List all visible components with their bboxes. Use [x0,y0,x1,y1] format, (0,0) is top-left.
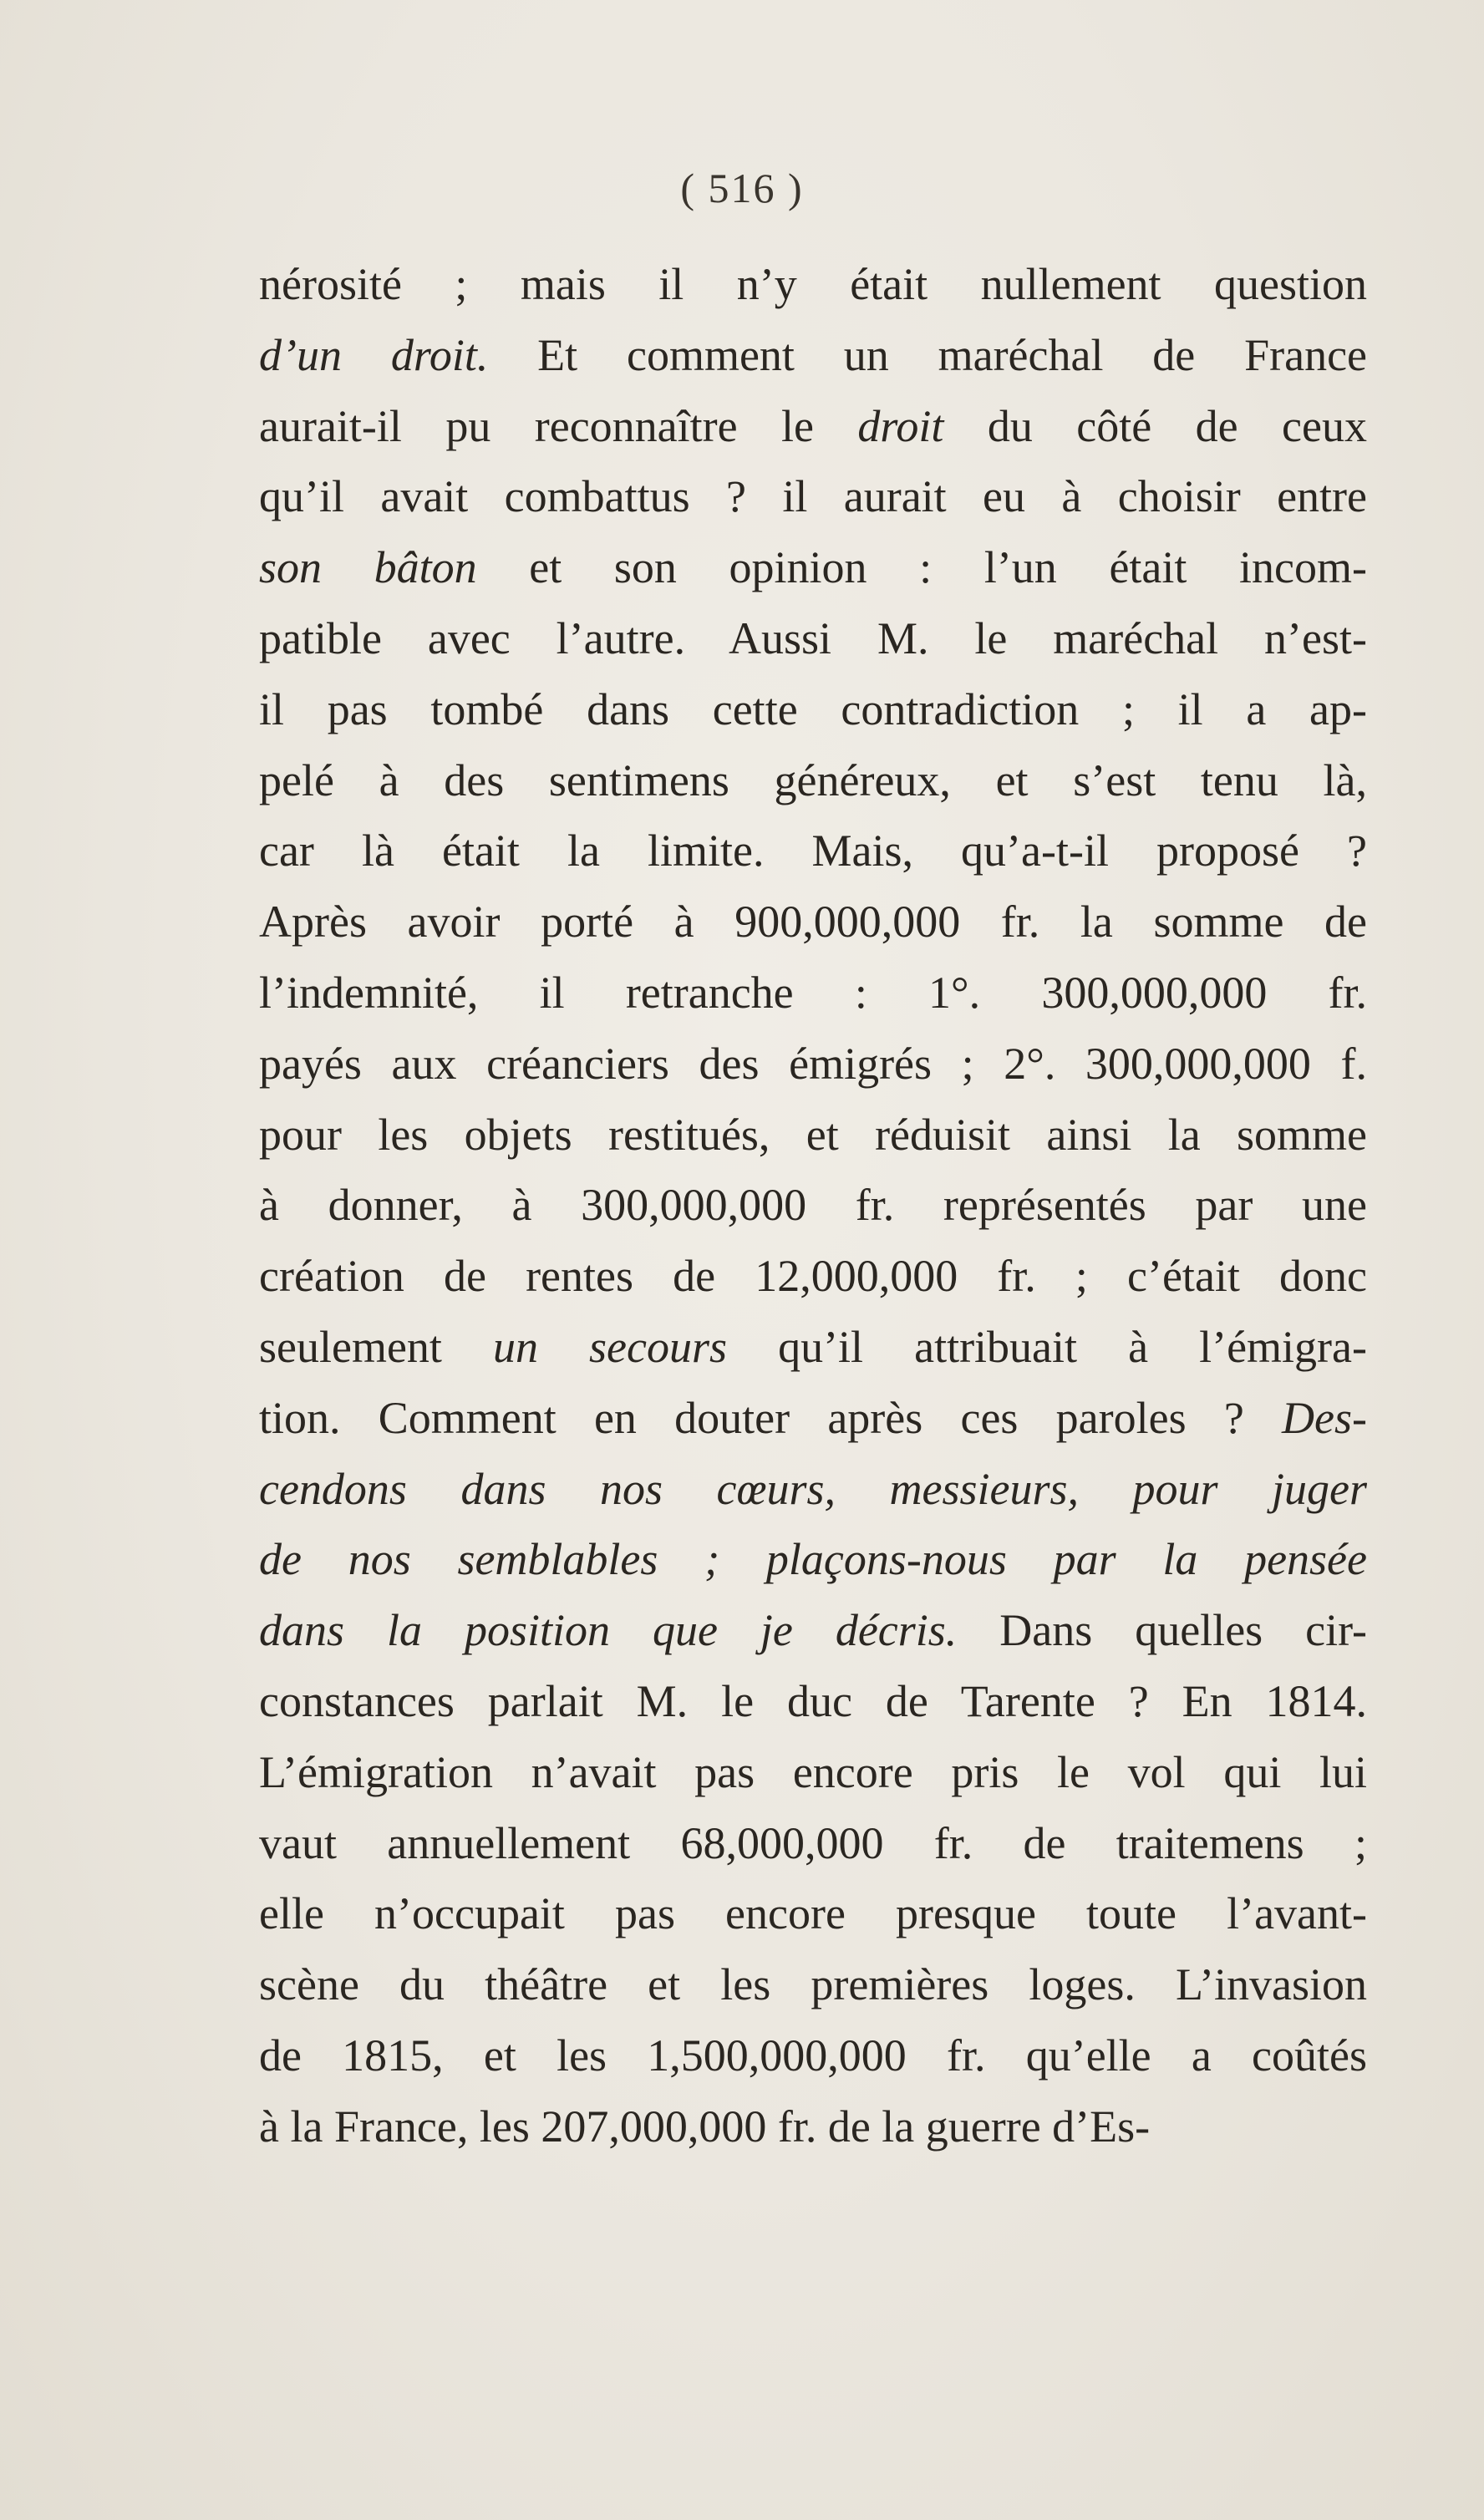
text-run: scène du théâtre et les premières loges. L’invasion [259,1959,1367,2010]
text-line [259,1666,1367,1737]
text-run: à la France, les 207,000,000 fr. de la guerre d’Es- [259,2101,1151,2152]
text-line [259,1524,1367,1595]
italic-text: un secours [492,1321,728,1372]
text-line [259,461,1367,532]
text-run: l’indemnité, il retranche : 1°. 300,000,000 fr. [259,967,1367,1018]
text-run: du côté de ceux [943,400,1367,451]
text-line [259,1312,1367,1383]
text-line [259,1737,1367,1808]
text-run: patible avec l’autre. Aussi M. le maréchal n’est- [259,612,1367,663]
body-text [259,249,1367,2162]
text-line [259,745,1367,816]
text-run: Dans quelles cir- [957,1605,1367,1656]
text-run: Après avoir porté à 900,000,000 fr. la somme de [259,897,1367,948]
text-run: pelé à des sentimens généreux, et s’est tenu là, [259,754,1367,805]
text-line [259,1029,1367,1100]
text-run: qu’il avait combattus ? il aurait eu à choisir entre [259,471,1367,522]
text-line [259,249,1367,320]
text-line [259,1170,1367,1241]
text-line [259,391,1367,462]
text-line [259,1383,1367,1454]
text-line [259,1949,1367,2020]
text-run: à donner, à 300,000,000 fr. représentés par une [259,1180,1367,1231]
text-run: qu’il attribuait à l’émigra- [727,1321,1367,1372]
text-run: nérosité ; mais il n’y était nullement question [259,259,1367,309]
text-line [259,815,1367,887]
text-run: création de rentes de 12,000,000 fr. ; c’était donc [259,1251,1367,1302]
text-line [259,674,1367,745]
text-run: Et comment un maréchal de France [488,329,1367,380]
italic-text: Des- [1282,1392,1367,1443]
text-run: vaut annuellement 68,000,000 fr. de traitemens ; [259,1817,1367,1868]
text-line [259,958,1367,1029]
text-line [259,1454,1367,1525]
text-run: tion. Comment en douter après ces paroles ? [259,1392,1283,1443]
text-run: constances parlait M. le duc de Tarente ? En 1814. [259,1675,1367,1726]
text-line [259,1808,1367,1879]
text-run: il pas tombé dans cette contradiction ; il a ap- [259,683,1367,734]
text-line [259,603,1367,674]
italic-text: droit [857,400,944,451]
text-line [259,1878,1367,1949]
italic-text: dans la position que je décris. [259,1605,958,1656]
text-line [259,887,1367,958]
text-run: elle n’occupait pas encore presque toute l’avant- [259,1888,1367,1939]
text-line [259,1100,1367,1171]
italic-text: de nos semblables ; plaçons-nous par la pensée [259,1534,1367,1585]
text-run: aurait-il pu reconnaître le [259,400,858,451]
text-run: de 1815, et les 1,500,000,000 fr. qu’elle a coûtés [259,2030,1367,2081]
text-line [259,2091,1367,2162]
text-run: payés aux créanciers des émigrés ; 2°. 300,000,000 f. [259,1038,1367,1089]
page-number: ( 516 ) [680,165,804,211]
text-run: pour les objets restitués, et réduisit ainsi la somme [259,1109,1367,1160]
text-run: car là était la limite. Mais, qu’a-t-il proposé ? [259,826,1367,876]
text-line [259,1241,1367,1312]
text-line [259,320,1367,391]
italic-text: son bâton [259,542,477,593]
text-line [259,1595,1367,1666]
italic-text: cendons dans nos cœurs, messieurs, pour juger [259,1463,1367,1514]
text-run: L’émigration n’avait pas encore pris le vol qui lui [259,1746,1367,1797]
text-run: seulement [259,1321,493,1372]
italic-text: d’un droit. [259,329,489,380]
text-line [259,2020,1367,2091]
text-line [259,532,1367,603]
text-run: et son opinion : l’un était incom- [476,542,1367,593]
